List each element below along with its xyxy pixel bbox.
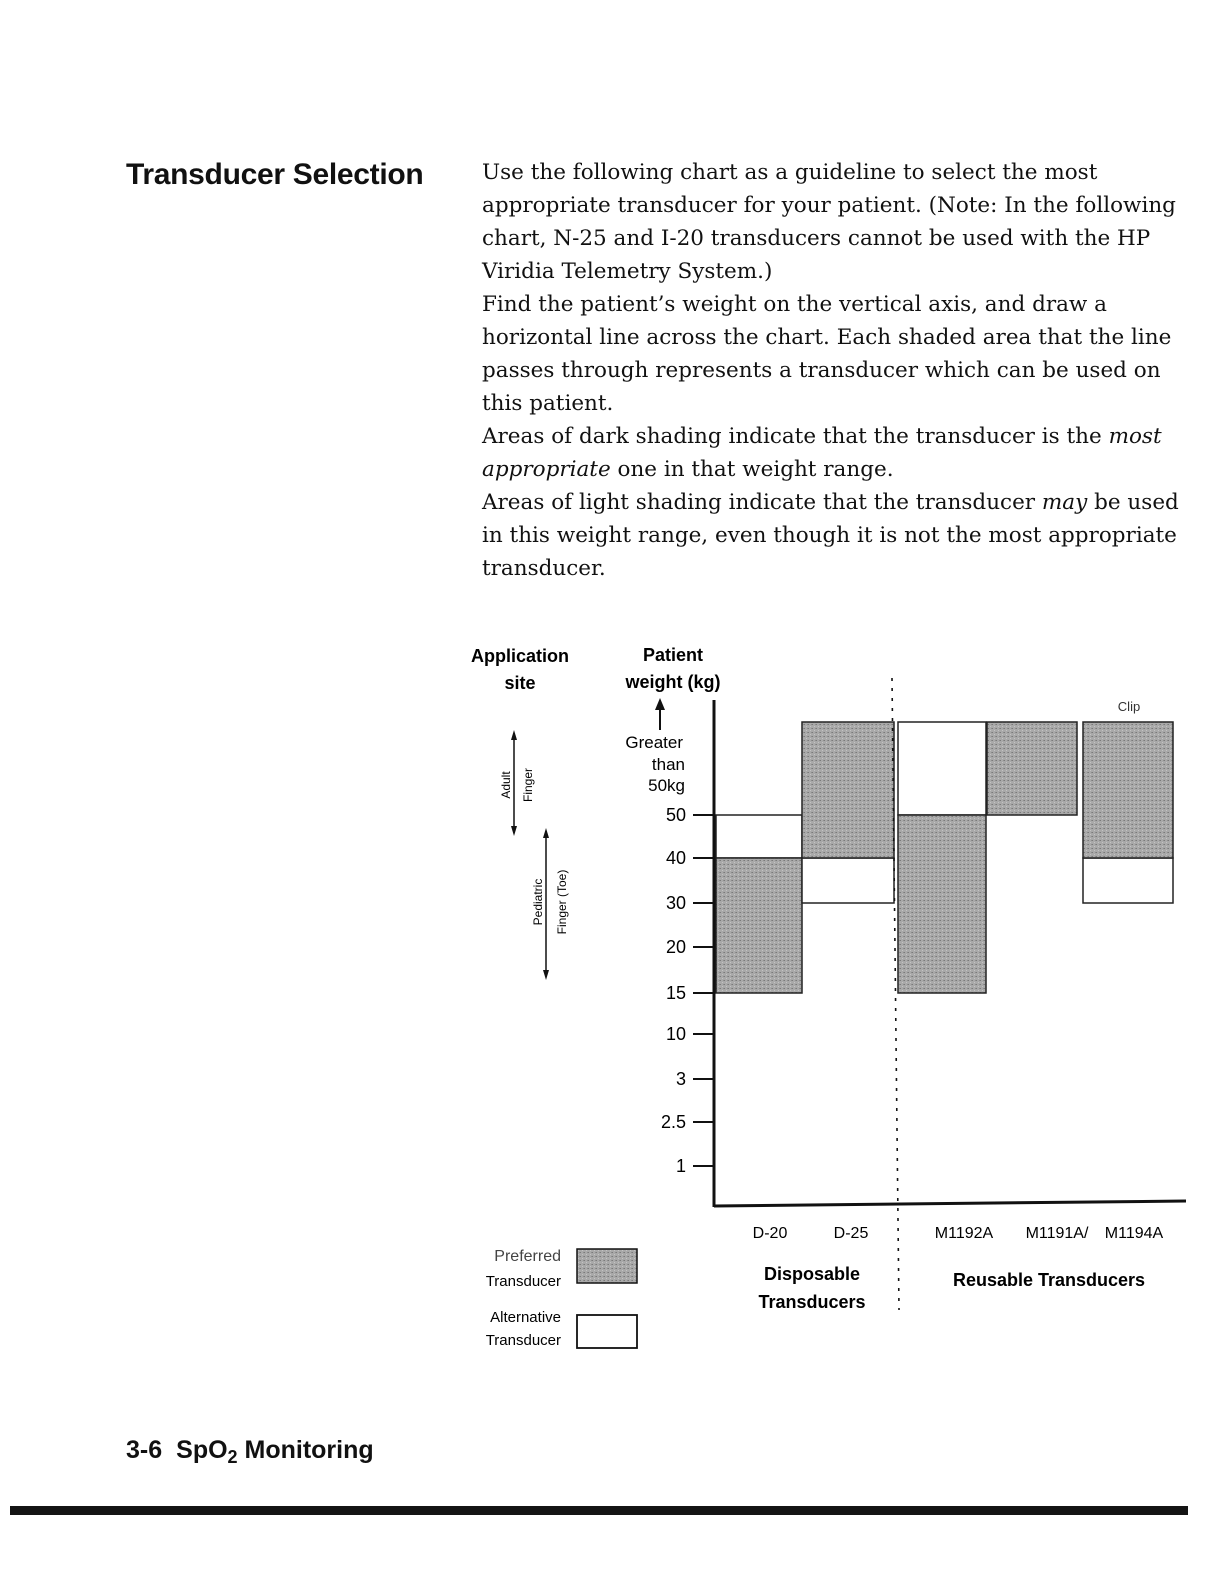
- dark-shading-text-pre: Areas of dark shading indicate that the transducer is the: [482, 424, 1109, 449]
- alternative-bar: [898, 722, 986, 815]
- y-tick-label: 1: [675, 1156, 686, 1176]
- footer-title-subscript: 2: [227, 1447, 238, 1467]
- legend-preferred-swatch: [577, 1249, 637, 1283]
- adult-label-line2: Finger: [521, 767, 535, 803]
- legend-alternative-swatch: [577, 1315, 637, 1348]
- y-tick-label: 40: [665, 848, 686, 868]
- page-footer: [126, 1436, 374, 1468]
- top-label-line1: Greater: [625, 733, 683, 752]
- alternative-bar: [802, 858, 894, 903]
- instructions-text: [482, 156, 1202, 585]
- y-tick-label: 10: [665, 1024, 686, 1044]
- y-tick-label: 3: [675, 1069, 686, 1089]
- section-heading: Transducer Selection: [126, 158, 424, 191]
- y-axis: [661, 805, 714, 1176]
- transducer-labels: [753, 1225, 1164, 1242]
- light-shading-text-post: be used in this weight range, even though it is not the most appropriate transducer.: [482, 490, 1179, 581]
- light-shading-text-pre: Areas of light shading indicate that the transducer: [482, 490, 1042, 515]
- transducer-bars: [716, 722, 1173, 993]
- transducer-name-label: M1191A/: [1025, 1225, 1089, 1242]
- footer-title-post: Monitoring: [237, 1436, 374, 1464]
- transducer-name-label: M1192A: [934, 1225, 994, 1242]
- preferred-bar: [1083, 722, 1173, 858]
- adult-range-arrow-icon: [511, 730, 517, 836]
- pediatric-label-line2: Finger (Toe): [555, 869, 569, 935]
- y-tick-label: 50: [665, 805, 686, 825]
- group-separator: [892, 678, 899, 1310]
- paragraph-note: Use the following chart as a guideline to select the most appropriate transducer for your patient. (Note: In the following chart, N-25 and I-20 transducers cannot be used with the HP Viridia Telemetry System.): [482, 160, 1176, 284]
- paragraph-light-shading: [482, 486, 1202, 585]
- legend-alternative-line1: Alternative: [490, 1309, 561, 1326]
- weight-up-arrow-icon: [655, 698, 665, 730]
- disposable-group-line1: Disposable: [763, 1264, 861, 1284]
- preferred-bar: [802, 722, 894, 858]
- transducer-name-label: D-20: [752, 1225, 788, 1242]
- alternative-bar: [716, 815, 802, 858]
- preferred-bar: [898, 815, 986, 993]
- preferred-bar: [716, 858, 802, 993]
- y-tick-label: 20: [665, 937, 686, 957]
- adult-label-line1: Adult: [499, 771, 513, 799]
- y-tick-label: 30: [665, 893, 686, 913]
- application-site-header-line2: site: [504, 673, 536, 693]
- clip-label: Clip: [1117, 699, 1141, 714]
- emphasis-most-appropriate: most appropriate: [482, 424, 1162, 482]
- alternative-bar: [1083, 858, 1173, 903]
- emphasis-may: may: [1041, 490, 1088, 515]
- transducer-name-label: D-25: [833, 1225, 869, 1242]
- patient-weight-header-line1: Patient: [642, 645, 704, 665]
- paragraph-find-weight: Find the patient’s weight on the vertical axis, and draw a horizontal line across the chart. Each shaded area that the line passes through represents a transducer which can be used on this patient.: [482, 292, 1172, 416]
- top-label-line3: 50kg: [648, 776, 685, 795]
- reusable-group-label: Reusable Transducers: [952, 1270, 1146, 1290]
- page-number: 3-6: [126, 1436, 163, 1464]
- application-site-header-line1: Application: [471, 646, 569, 666]
- pediatric-range-arrow-icon: [543, 828, 549, 980]
- legend-preferred-line1: Preferred: [494, 1248, 561, 1265]
- dark-shading-text-post: one in that weight range.: [610, 457, 894, 482]
- preferred-bar: [987, 722, 1077, 815]
- y-tick-label: 15: [665, 983, 686, 1003]
- x-axis-line: [714, 1201, 1186, 1206]
- pediatric-label-line1: Pediatric: [531, 878, 545, 926]
- legend-preferred-line2: Transducer: [485, 1273, 561, 1290]
- patient-weight-header-line2: weight (kg): [625, 672, 721, 692]
- transducer-name-label: M1194A: [1104, 1225, 1164, 1242]
- y-tick-label: 2.5: [660, 1112, 686, 1132]
- bottom-rule: [10, 1506, 1188, 1515]
- paragraph-dark-shading: [482, 420, 1202, 486]
- disposable-group-line2: Transducers: [758, 1292, 866, 1312]
- top-label-line2: than: [651, 755, 685, 774]
- legend-alternative-line2: Transducer: [485, 1332, 561, 1349]
- footer-title-pre: SpO: [176, 1436, 228, 1464]
